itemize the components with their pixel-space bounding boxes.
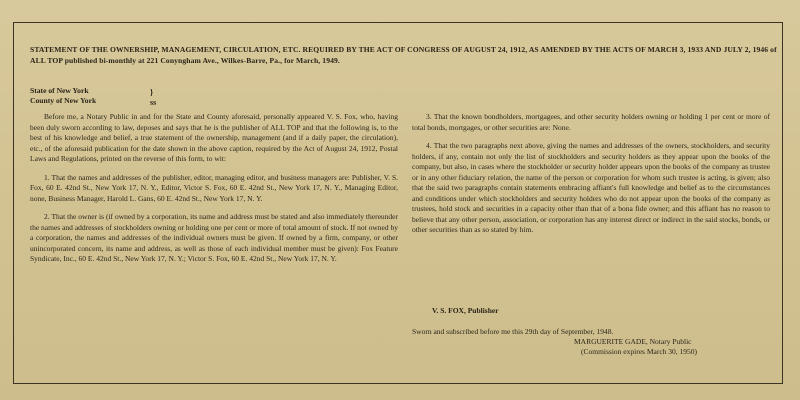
right-column — [412, 112, 770, 244]
sworn-statement: Sworn and subscribed before me this 29th day of September, 1948. — [412, 327, 614, 336]
notary-name: MARGUERITE GADE, Notary Public — [574, 337, 692, 346]
venue-ss-mark: } ss — [150, 88, 157, 107]
notary-commission: (Commission expires March 30, 1950) — [581, 347, 698, 356]
paragraph-3: 3. That the known bondholders, mortgagees, and other security holders owning or holding 1 per cent or more of total bonds, mortgages, or other securities are: None. — [412, 112, 770, 132]
paragraph-1: 1. That the names and addresses of the publisher, editor, managing editor, and business managers are: Publisher, V. S. Fox, 60 E. 42nd St., New York 17, N. Y., Editor, Victor S. Fox, 60 E. 42nd St., New York 17, N. Y., Managing Editor, none, Business Manager, Harold L. Gans, 60 E. 42nd St., New York 17, N. Y. — [30, 172, 398, 203]
intro-paragraph: Before me, a Notary Public in and for the State and County aforesaid, personally appeared V. S. Fox, who, having been duly sworn according to law, deposes and says that he is the publisher of ALL TOP and that the following is, to the best of his knowledge and belief, a true statement of the ownership, management (and if a daily paper, the circulation), etc., of the aforesaid publication for the date shown in the above caption, required by the Act of August 24, 1912, Postal Laws and Regulations, printed on the reverse of this form, to wit: — [30, 112, 398, 163]
publisher-signature: V. S. FOX, Publisher — [432, 306, 499, 315]
venue-state: State of New York — [30, 86, 89, 95]
paragraph-4: 4. That the two paragraphs next above, giving the names and addresses of the owners, stockholders, and security holders, if any, contain not only the list of stockholders and security holders as they appear upon the books of the company, but also, in cases where the stockholder or security holder appears upon the books of the company as trustee or in any other fiduciary relation, the name of the person or corporation for whom such trustee is acting, is given; also that the said two paragraphs contain statements embracing affiant's full knowledge and belief as to the circumstances and conditions under which stockholders and security holders who do not appear upon the books of the company as trustees, hold stock and securities in a capacity other than that of a bona fide owner; and this affiant has no reason to believe that any other person, association, or corporation has any interest direct or indirect in the said stocks, bonds, or other securities than as so stated by him. — [412, 141, 770, 234]
venue-block — [30, 86, 157, 107]
paragraph-2: 2. That the owner is (if owned by a corporation, its name and address must be stated and also immediately thereunder the names and addresses of stockholders owning or holding one per cent or more of total amount of stock. If not owned by a corporation, the names and addresses of the individual owners must be given. If owned by a firm, company, or other unincorporated concern, its name and address, as well as those of each individual member must be given): Fox Feature Syndicate, Inc., 60 E. 42nd St., New York 17, N. Y.; Victor S. Fox, 60 E. 42nd St., New York 17, N. Y. — [30, 212, 398, 263]
statement-header: STATEMENT OF THE OWNERSHIP, MANAGEMENT, CIRCULATION, ETC. REQUIRED BY THE ACT OF CONGRESS OF AUGUST 24, 1912, AS AMENDED BY THE ACTS OF MARCH 3, 1933 AND JULY 2, 1946 of ALL TOP published bi-monthly at 221 Conyngham Ave., Wilkes-Barre, Pa., for March, 1949. — [30, 45, 777, 65]
venue-county: County of New York — [30, 96, 97, 105]
left-column — [30, 112, 398, 273]
